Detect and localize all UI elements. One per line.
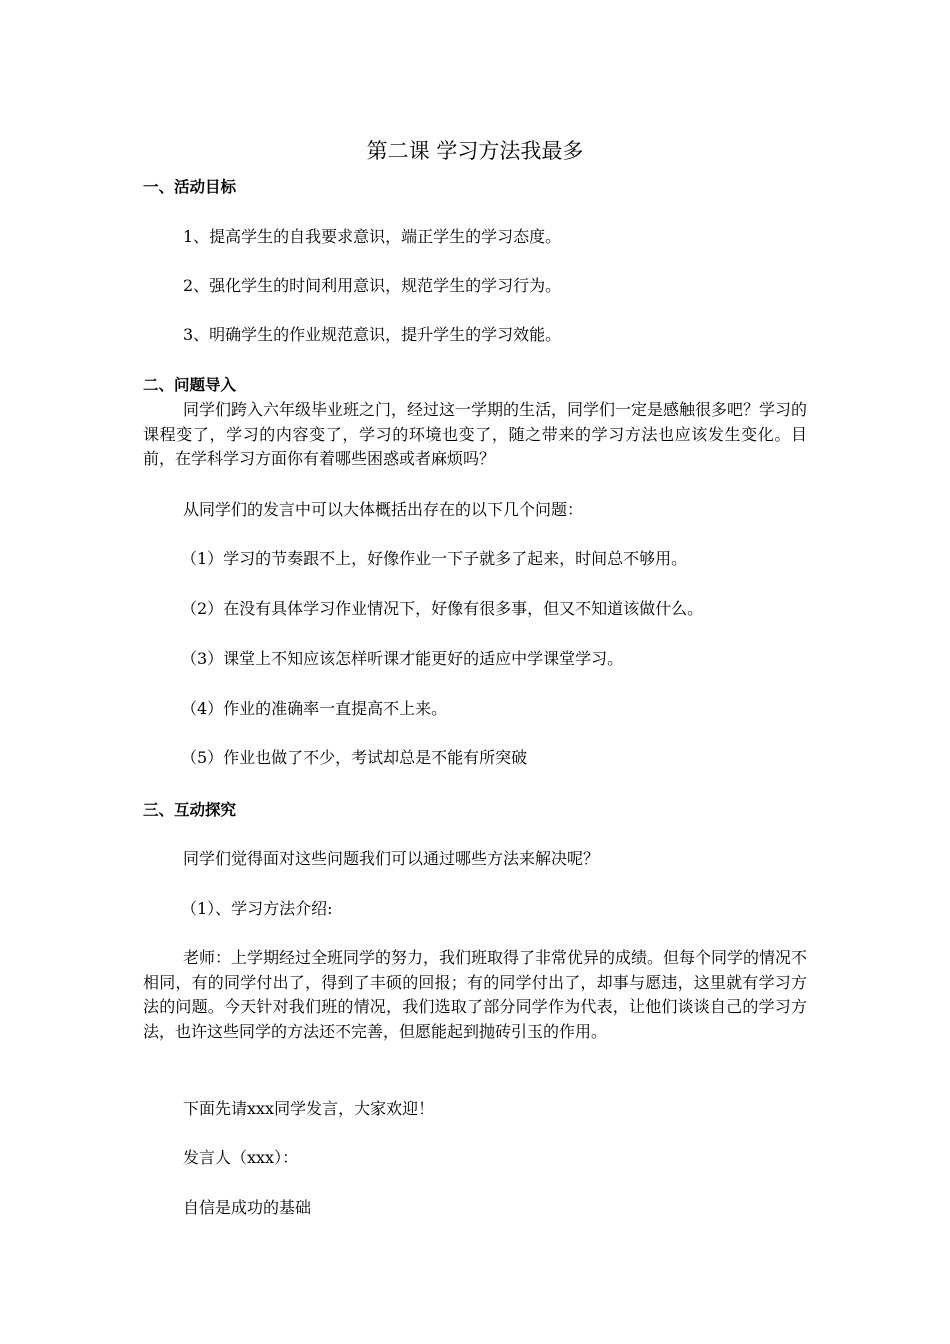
- teacher-paragraph: 老师：上学期经过全班同学的努力，我们班取得了非常优异的成绩。但每个同学的情况不相同，有的同学付出了，得到了丰硕的回报；有的同学付出了，却事与愿违，这里就有学习方法的问题。今天针对我们班的情况，我们选取了部分同学作为代表，让他们谈谈自己的学习方法，也许这些同学的方法还不完善，但愿能起到抛砖引玉的作用。: [143, 948, 808, 1041]
- problem-item: （3）课堂上不知应该怎样听课才能更好的适应中学课堂学习。: [181, 649, 624, 668]
- document-title: 第二课 学习方法我最多: [366, 139, 584, 163]
- section-heading-intro: 二、问题导入: [143, 376, 237, 394]
- topic-line: 自信是成功的基础: [183, 1198, 312, 1217]
- goal-item: 2、强化学生的时间利用意识，规范学生的学习行为。: [183, 276, 562, 295]
- problem-item: （2）在没有具体学习作业情况下，好像有很多事，但又不知道该做什么。: [181, 599, 704, 618]
- summary-line: 从同学们的发言中可以大体概括出存在的以下几个问题：: [183, 500, 584, 519]
- subheading-methods: （1）、学习方法介绍:: [181, 899, 333, 918]
- problem-item: （4）作业的准确率一直提高不上来。: [181, 699, 448, 718]
- goal-item: 1、提高学生的自我要求意识，端正学生的学习态度。: [183, 227, 562, 246]
- goal-item: 3、明确学生的作业规范意识，提升学生的学习效能。: [183, 325, 562, 344]
- problem-item: （5）作业也做了不少，考试却总是不能有所突破: [181, 748, 528, 767]
- invite-line: 下面先请xxx同学发言，大家欢迎！: [183, 1099, 435, 1118]
- section-heading-explore: 三、互动探究: [143, 801, 237, 819]
- section-heading-goals: 一、活动目标: [143, 178, 237, 196]
- question-line: 同学们觉得面对这些问题我们可以通过哪些方法来解决呢？: [183, 849, 600, 868]
- intro-paragraph: 同学们跨入六年级毕业班之门，经过这一学期的生活，同学们一定是感触很多吧？学习的课程变了，学习的内容变了，学习的环境也变了，随之带来的学习方法也应该发生变化。目前，在学科学习方面你有着哪些困惑或者麻烦吗？: [143, 400, 808, 468]
- speaker-line: 发言人（xxx）：: [183, 1148, 299, 1167]
- problem-item: （1）学习的节奏跟不上，好像作业一下子就多了起来，时间总不够用。: [181, 549, 688, 568]
